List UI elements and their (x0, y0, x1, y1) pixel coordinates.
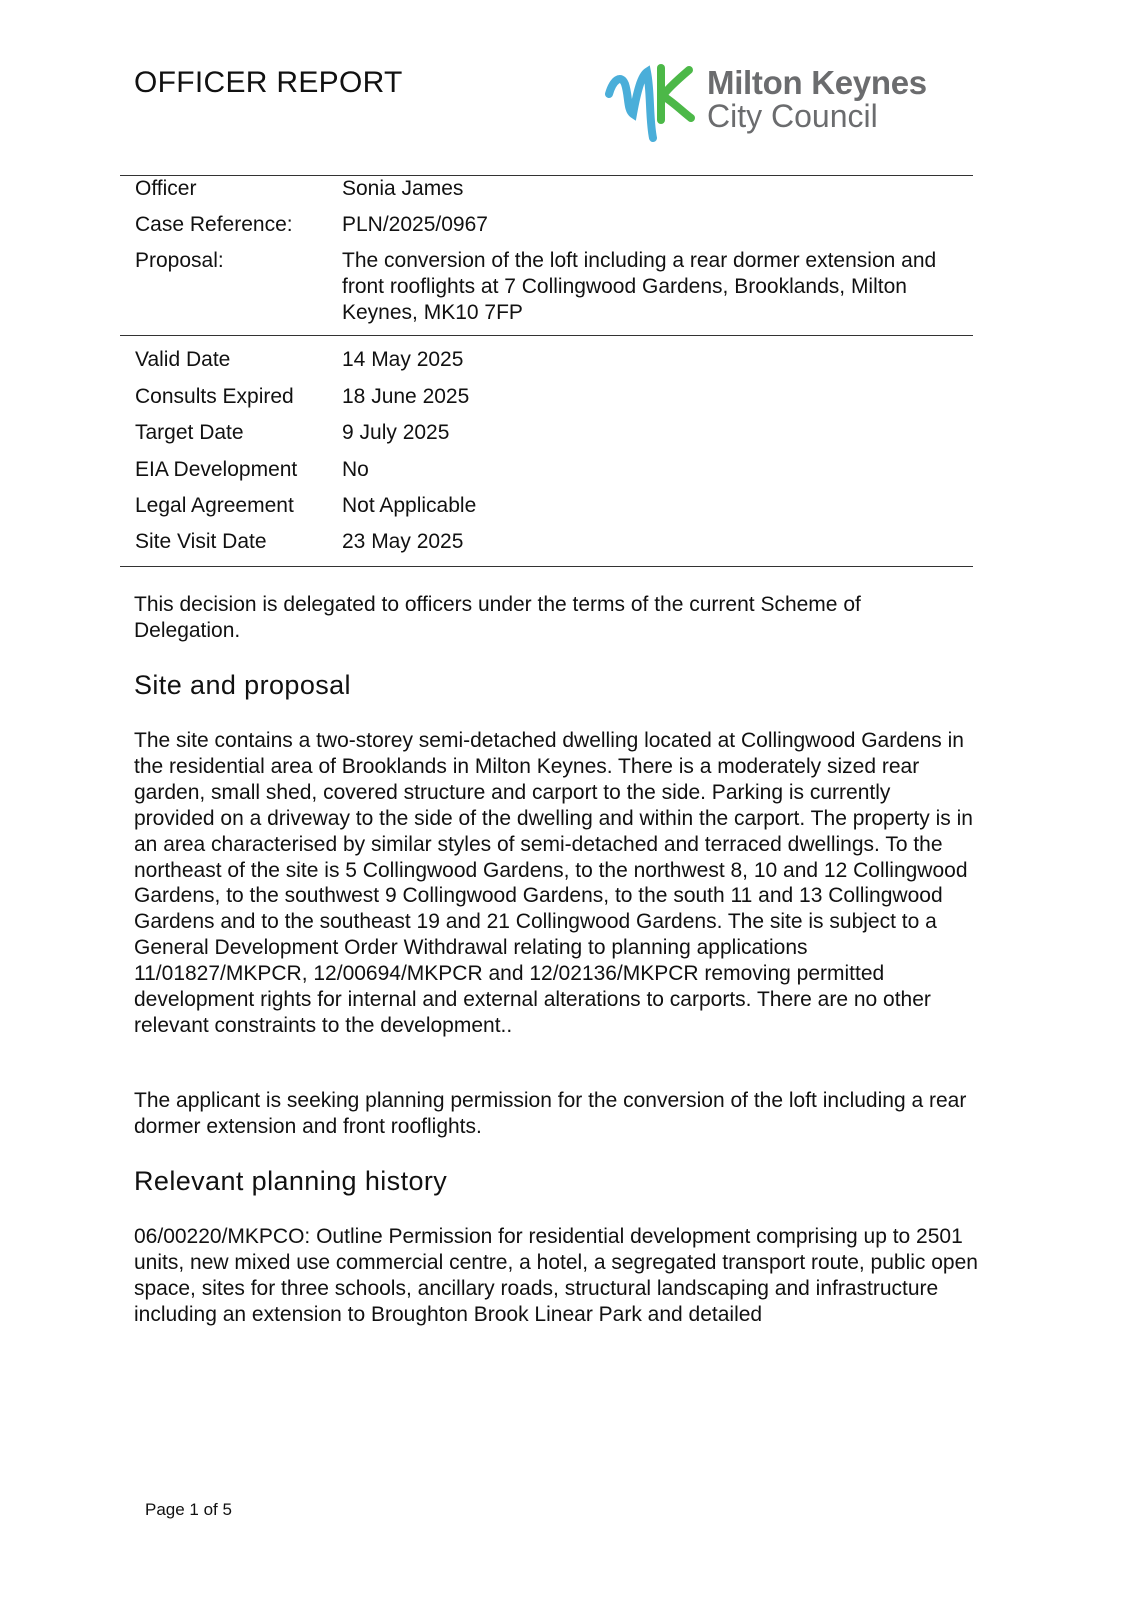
page-title: OFFICER REPORT (134, 66, 403, 99)
divider (120, 335, 973, 336)
council-logo (603, 62, 973, 142)
logo-line1: Milton Keynes (707, 64, 927, 101)
detail-value: Not Applicable (342, 494, 477, 517)
detail-value: 14 May 2025 (342, 348, 464, 371)
detail-label: Site Visit Date (135, 530, 267, 553)
detail-label: Consults Expired (135, 385, 294, 408)
detail-label: Officer (135, 177, 197, 200)
section-heading-site-and-proposal: Site and proposal (134, 670, 351, 700)
logo-line2: City Council (707, 98, 878, 134)
proposal-paragraph: The applicant is seeking planning permission for the conversion of the loft including a rear dormer extension and front rooflights. (134, 1089, 967, 1138)
detail-value: The conversion of the loft including a rear dormer extension and front rooflights at 7 Collingwood Gardens, Brooklands, Milton Keynes, MK10 7FP (342, 249, 937, 324)
detail-label: Target Date (135, 421, 244, 444)
detail-value: 23 May 2025 (342, 530, 464, 553)
delegation-statement: This decision is delegated to officers under the terms of the current Scheme of Delegation. (134, 593, 861, 642)
detail-value: Sonia James (342, 177, 464, 200)
detail-label: EIA Development (135, 458, 298, 481)
divider (120, 566, 973, 567)
detail-label: Legal Agreement (135, 494, 294, 517)
detail-value: PLN/2025/0967 (342, 213, 488, 236)
page-number: Page 1 of 5 (145, 1500, 232, 1519)
detail-value: 9 July 2025 (342, 421, 450, 444)
detail-value: 18 June 2025 (342, 385, 470, 408)
detail-label: Proposal: (135, 249, 224, 272)
detail-label: Case Reference: (135, 213, 293, 236)
detail-value: No (342, 458, 369, 481)
detail-label: Valid Date (135, 348, 231, 371)
mk-logo-icon (603, 62, 703, 142)
section-heading-planning-history: Relevant planning history (134, 1166, 448, 1196)
planning-history-paragraph: 06/00220/MKPCO: Outline Permission for residential development comprising up to 2501 units, new mixed use commercial centre, a hotel, a segregated transport route, public open space, sites for three schools, ancillary roads, structural landscaping and infrastructure including an extension to Broughton Brook Linear Park and detailed (134, 1225, 978, 1326)
site-description-paragraph: The site contains a two-storey semi-detached dwelling located at Collingwood Gardens in the residential area of Brooklands in Milton Keynes. There is a moderately sized rear garden, small shed, covered structure and carport to the side. Parking is currently provided on a driveway to the side of the dwelling and within the carport. The property is in an area characterised by similar styles of semi-detached and terraced dwellings. To the northeast of the site is 5 Collingwood Gardens, to the northwest 8, 10 and 12 Collingwood Gardens, to the southwest 9 Collingwood Gardens, to the south 11 and 13 Collingwood Gardens and to the southeast 19 and 21 Collingwood Gardens. The site is subject to a General Development Order Withdrawal relating to planning applications 11/01827/MKPCR, 12/00694/MKPCR and 12/02136/MKPCR removing permitted development rights for internal and external alterations to carports. There are no other relevant constraints to the development.. (134, 729, 973, 1037)
